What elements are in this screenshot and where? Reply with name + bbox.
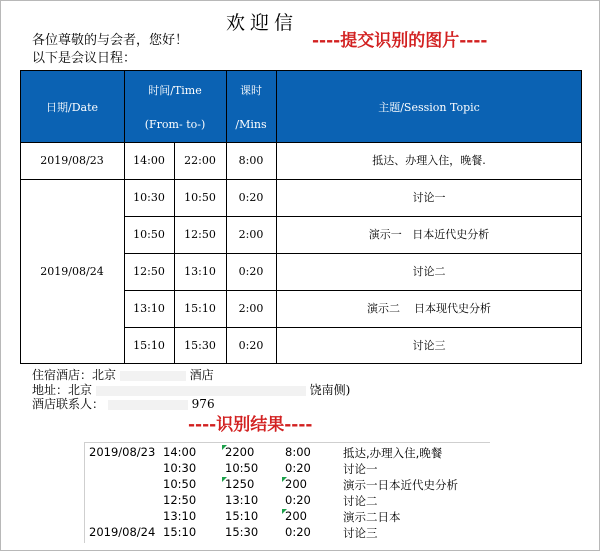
result-from-cell: 10:30	[163, 461, 197, 475]
agenda-intro-text: 以下是会议日程：	[32, 51, 137, 66]
grid-line	[124, 253, 582, 254]
hotel-contact-suffix: 976	[191, 397, 215, 411]
row-to-cell: 10:50	[184, 191, 216, 204]
row-from-cell: 12:50	[133, 265, 165, 278]
cell-warning-flag	[282, 477, 287, 482]
grid-line	[20, 179, 582, 180]
result-topic-cell: 讨论二	[343, 494, 378, 508]
result-to-cell: 1250	[225, 477, 255, 491]
result-date-cell: 2019/08/24	[89, 525, 156, 539]
recognition-result-caption: ----识别结果----	[188, 415, 313, 435]
row-topic-cell: 讨论一	[412, 191, 446, 204]
header-duration-unit-label: /Mins	[235, 118, 267, 131]
header-duration-label: 课时	[240, 84, 262, 97]
hotel-address-label: 地址：北京	[32, 383, 93, 397]
row-mins-cell: 0:20	[238, 191, 264, 204]
grid-line	[124, 290, 582, 291]
grid-line	[276, 70, 277, 364]
redacted-text	[120, 371, 186, 381]
result-date-cell: 2019/08/23	[89, 445, 156, 459]
header-time-range-label: (From- to-)	[144, 118, 206, 131]
row-mins-cell: 0:20	[238, 265, 264, 278]
result-mins-cell: 0:20	[285, 525, 311, 539]
result-topic-cell: 讨论三	[343, 526, 378, 540]
grid-line	[581, 70, 582, 364]
letter-title: 欢迎信	[226, 12, 299, 34]
result-from-cell: 14:00	[163, 445, 197, 459]
hotel-address-suffix: 饶南侧)	[309, 383, 351, 397]
grid-line	[20, 142, 582, 143]
header-time-cell	[124, 70, 226, 142]
row-to-cell: 15:10	[184, 302, 216, 315]
grid-line	[226, 70, 227, 364]
row-from-cell: 10:30	[133, 191, 165, 204]
grid-line	[20, 70, 21, 364]
header-time-label: 时间/Time	[148, 84, 202, 97]
result-mins-cell: 0:20	[285, 493, 311, 507]
date-cell-0824: 2019/08/24	[40, 265, 104, 278]
row-mins-cell: 2:00	[238, 302, 264, 315]
row-mins-cell: 8:00	[238, 154, 264, 167]
result-from-cell: 12:50	[163, 493, 197, 507]
redacted-text	[108, 400, 188, 410]
row-topic-cell: 讨论三	[412, 339, 446, 352]
row-from-cell: 14:00	[133, 154, 165, 167]
row-topic-cell: 抵达、办理入住，晚餐.	[372, 154, 486, 167]
cell-warning-flag	[282, 509, 287, 514]
header-date-label: 日期/Date	[45, 101, 98, 114]
date-cell-0823: 2019/08/23	[40, 154, 104, 167]
cell-warning-flag	[222, 445, 227, 450]
result-topic-cell: 演示一日本近代史分析	[343, 478, 458, 492]
row-from-cell: 15:10	[133, 339, 165, 352]
redacted-text	[96, 386, 306, 396]
grid-line	[20, 70, 582, 71]
schedule-table	[20, 70, 582, 364]
result-to-cell: 13:10	[225, 493, 259, 507]
result-topic-cell: 讨论一	[343, 462, 378, 476]
row-to-cell: 12:50	[184, 228, 216, 241]
row-mins-cell: 0:20	[238, 339, 264, 352]
hotel-name-suffix: 酒店	[189, 368, 214, 382]
grid-line	[20, 363, 582, 364]
result-topic-cell: 演示二日本	[343, 510, 401, 524]
result-from-cell: 13:10	[163, 509, 197, 523]
row-to-cell: 13:10	[184, 265, 216, 278]
header-duration-cell	[226, 70, 276, 142]
result-from-cell: 10:50	[163, 477, 197, 491]
grid-line	[174, 142, 175, 364]
hotel-contact-label: 酒店联系人：	[32, 397, 105, 411]
row-mins-cell: 2:00	[238, 228, 264, 241]
row-to-cell: 22:00	[184, 154, 216, 167]
result-to-cell: 10:50	[225, 461, 259, 475]
row-to-cell: 15:30	[184, 339, 216, 352]
submitted-image-caption: ----提交识别的图片----	[312, 31, 488, 51]
grid-line	[124, 216, 582, 217]
header-topic-label: 主题/Session Topic	[378, 101, 480, 114]
row-from-cell: 10:50	[133, 228, 165, 241]
greeting-text: 各位尊敬的与会者，您好！	[32, 33, 189, 48]
row-topic-cell: 演示二 日本现代史分析	[367, 302, 491, 315]
row-from-cell: 13:10	[133, 302, 165, 315]
cell-warning-flag	[222, 477, 227, 482]
result-mins-cell: 0:20	[285, 461, 311, 475]
result-to-cell: 15:30	[225, 525, 259, 539]
result-from-cell: 15:10	[163, 525, 197, 539]
hotel-name-label: 住宿酒店：北京	[32, 368, 117, 382]
row-topic-cell: 演示一 日本近代史分析	[368, 228, 490, 241]
grid-line	[124, 327, 582, 328]
result-topic-cell: 抵达,办理入住,晚餐	[343, 446, 443, 460]
result-mins-cell: 200	[285, 509, 307, 523]
result-to-cell: 15:10	[225, 509, 259, 523]
result-to-cell: 2200	[225, 445, 255, 459]
row-topic-cell: 讨论二	[412, 265, 446, 278]
ocr-result-grid	[84, 442, 490, 543]
grid-line	[124, 70, 125, 364]
result-mins-cell: 200	[285, 477, 307, 491]
header-topic-cell	[276, 70, 582, 142]
header-date-cell	[20, 70, 124, 142]
result-mins-cell: 8:00	[285, 445, 311, 459]
